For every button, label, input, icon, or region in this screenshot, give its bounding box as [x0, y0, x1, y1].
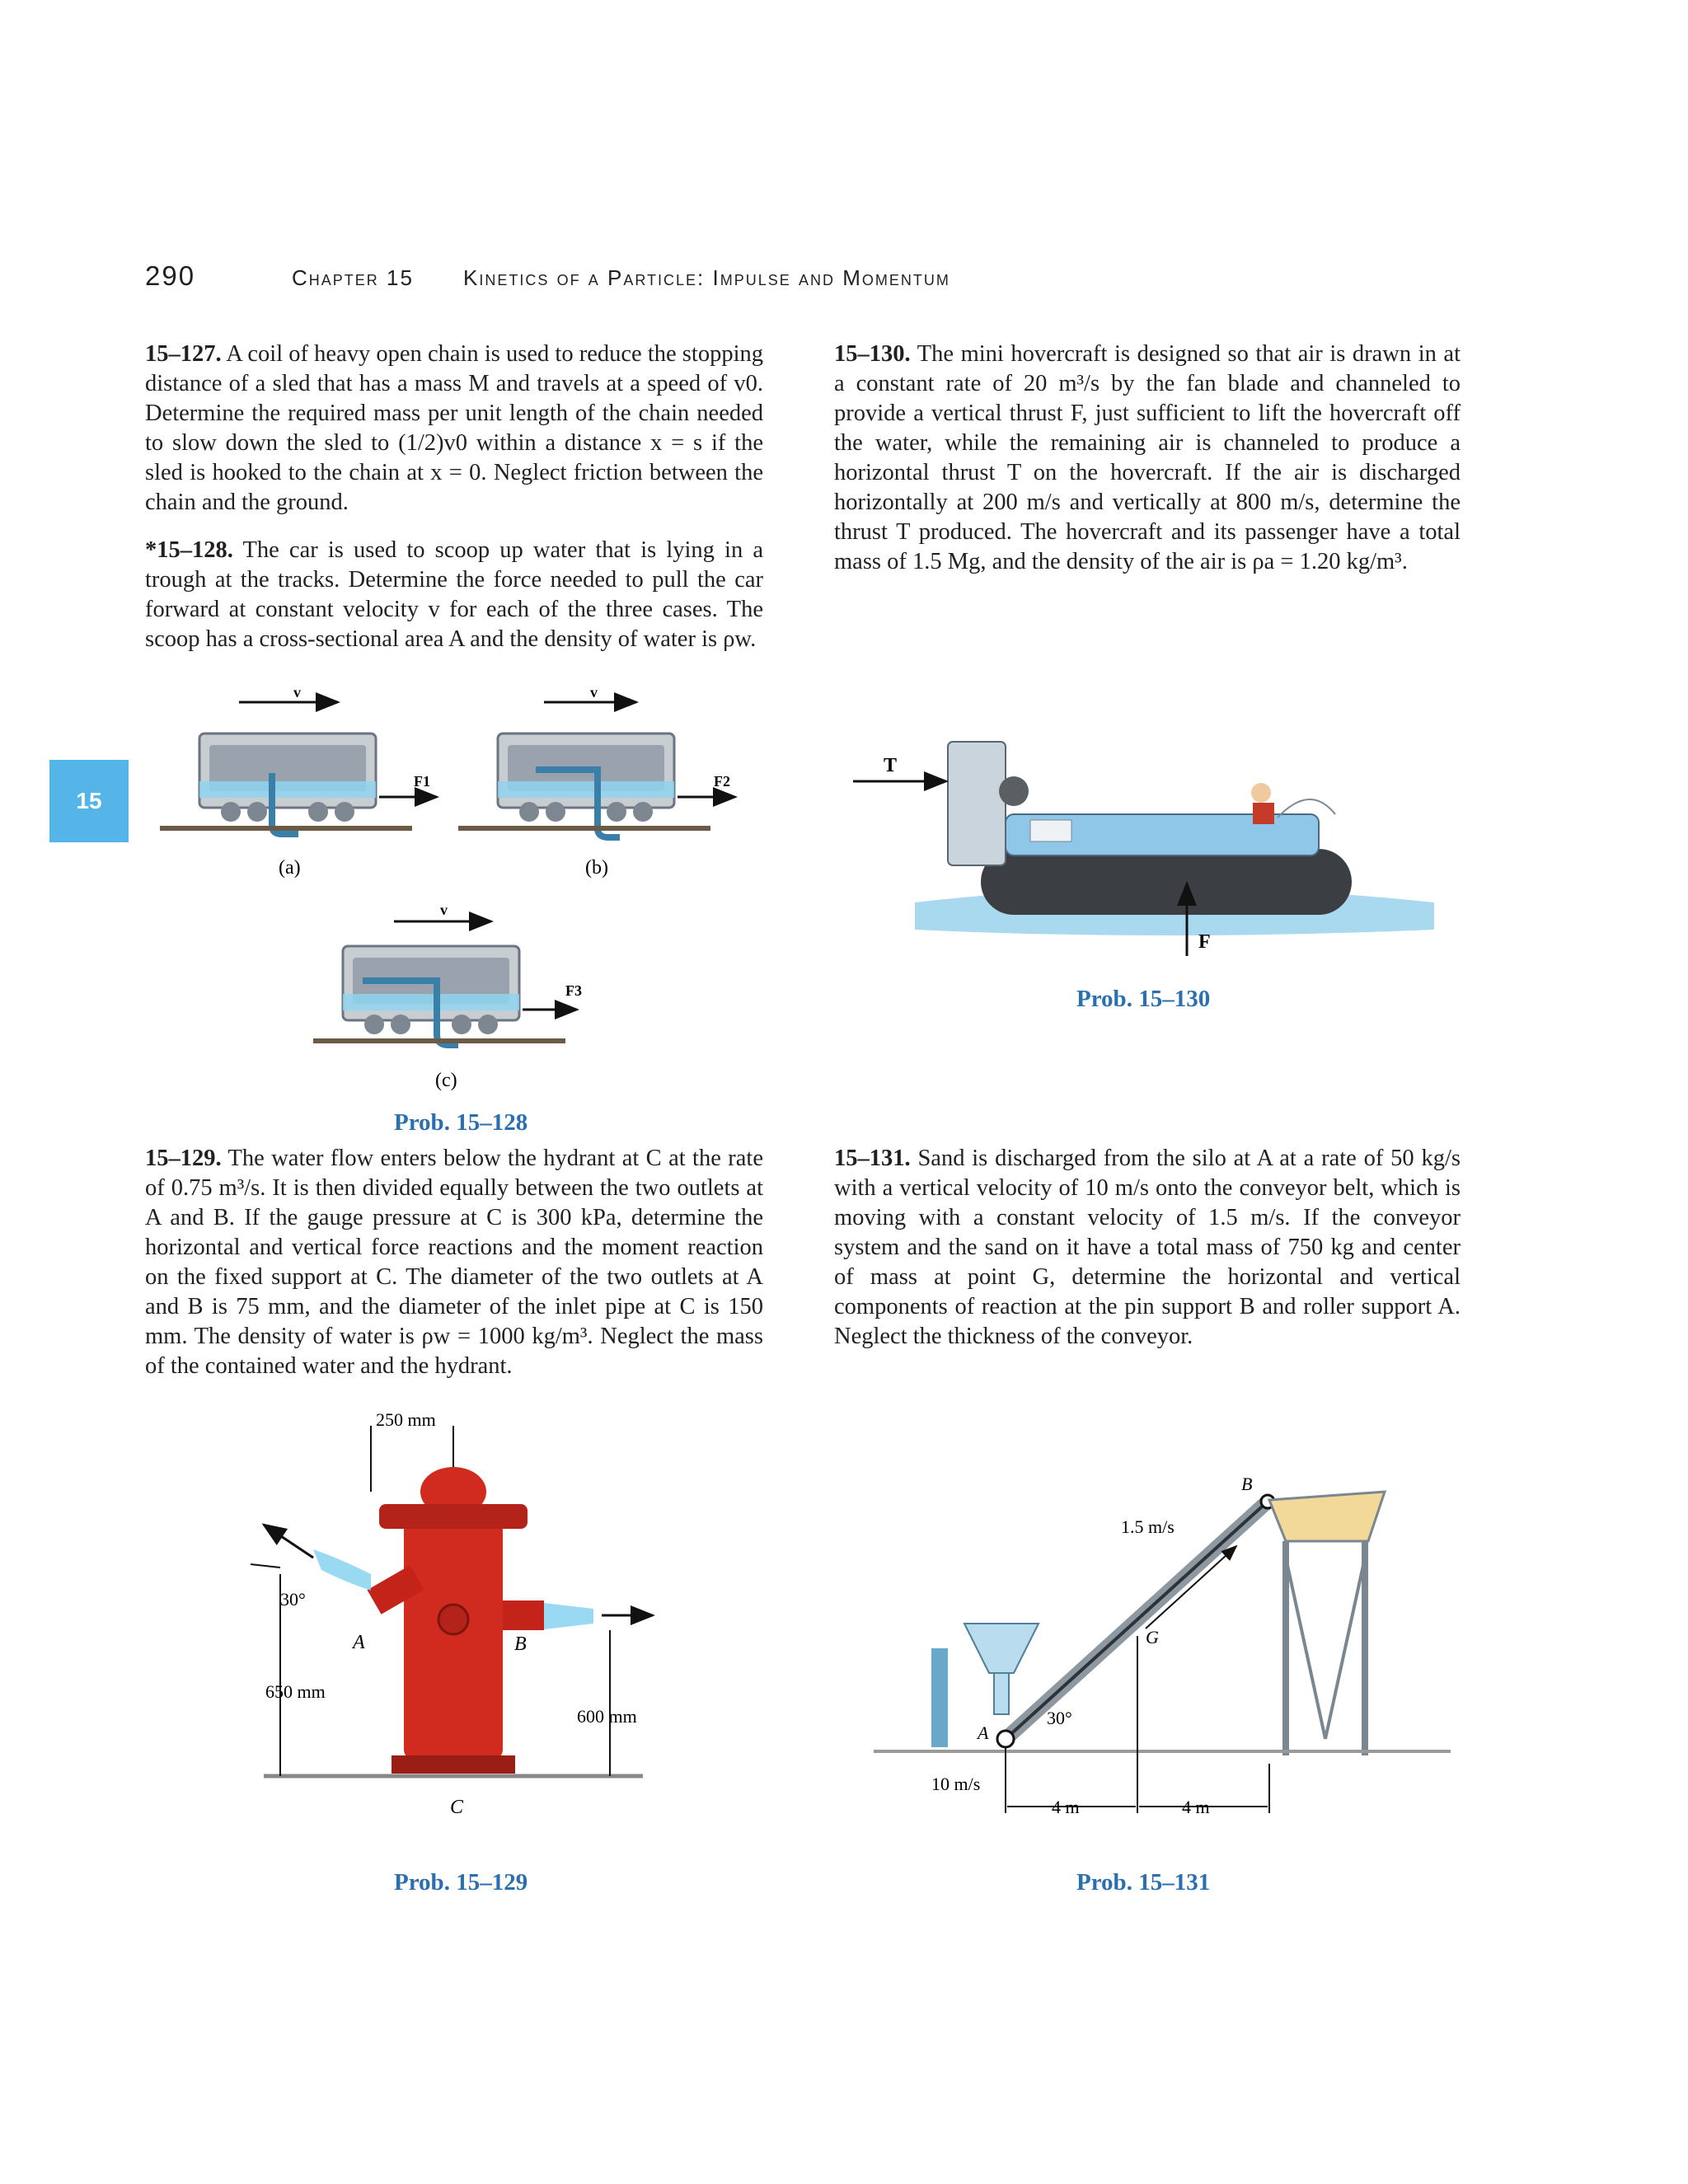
- problem-text: A coil of heavy open chain is used to reduce the stopping distance of a sled that has a mass M and travels at a speed of v0. Determine the required mass per unit length of the chain needed to slow down the sled to (1/2)v0 within a distance x = s if the sled is hooked to the chain at x = 0. Neglect friction between the chain and the ground.: [145, 341, 763, 515]
- force-label-f1: F1: [414, 773, 430, 790]
- problem-number: 15–127.: [145, 341, 222, 367]
- caption-prob-15-131: Prob. 15–131: [1076, 1869, 1211, 1896]
- figure-15-128-b: [453, 684, 783, 898]
- problem-15-127: [145, 340, 763, 518]
- velocity-label: v: [590, 684, 598, 701]
- problem-15-129: [145, 1144, 763, 1381]
- angle-30: 30°: [280, 1589, 306, 1610]
- caption-prob-15-129: Prob. 15–129: [394, 1869, 528, 1896]
- point-b: B: [1241, 1474, 1253, 1494]
- caption-prob-15-130: Prob. 15–130: [1076, 986, 1211, 1012]
- angle-30: 30°: [1047, 1708, 1072, 1728]
- problem-15-130: [834, 340, 1461, 577]
- scoop-car-b: [458, 684, 735, 879]
- thrust-label: T: [884, 755, 898, 776]
- page-number: 290: [145, 260, 196, 291]
- figure-15-129-hydrant: [247, 1401, 676, 1830]
- problem-number: *15–128.: [145, 537, 233, 563]
- point-a: A: [353, 1632, 365, 1653]
- chapter-label: Chapter 15: [292, 265, 414, 290]
- subfig-label-c: (c): [435, 1070, 457, 1091]
- problem-15-128: [145, 536, 763, 654]
- problem-number: 15–130.: [834, 341, 911, 367]
- problem-number: 15–129.: [145, 1146, 222, 1171]
- problem-text: Sand is discharged from the silo at A at a rate of 50 kg/s with a vertical velocity of 10 m/s onto the conveyor belt, which is moving with a constant velocity of 1.5 m/s. If the conveyor system and the sand on it have a total mass of 750 kg and center of mass at point G, determine the horizontal and vertical components of reaction at the pin support B and roller support A. Neglect the thickness of the conveyor.: [834, 1146, 1461, 1349]
- dimension-4m-right: 4 m: [1182, 1797, 1210, 1817]
- problem-text: The mini hovercraft is designed so that air is drawn in at a constant rate of 20 m³/s by the fan blade and channeled to provide a vertical thrust F, just sufficient to lift the hovercraft off the water, while the remaining air is channeled to produce a horizontal thrust T on the hovercraft. If the air is discharged horizontally at 200 m/s and vertically at 800 m/s, determine the thrust T produced. The hovercraft and its passenger have a total mass of 1.5 Mg, and the density of the air is ρa = 1.20 kg/m³.: [834, 341, 1461, 574]
- belt-speed: 1.5 m/s: [1121, 1516, 1175, 1537]
- figure-15-128-c: [297, 890, 626, 1104]
- problem-text: The water flow enters below the hydrant at C at the rate of 0.75 m³/s. It is then divided equally between the two outlets at A and B. If the gauge pressure at C is 300 kPa, determine the horizontal and vertical force reactions and the moment reaction on the fixed support at C. The diameter of the two outlets at A and B is 75 mm, and the diameter of the inlet pipe at C is 150 mm. The density of water is ρw = 1000 kg/m³. Neglect the mass of the contained water and the hydrant.: [145, 1146, 763, 1379]
- velocity-label: v: [293, 684, 301, 701]
- problem-text: The car is used to scoop up water that is lying in a trough at the tracks. Determine the force needed to pull the car forward at constant velocity v for each of the three cases. The scoop has a cross-sectional area A and the density of water is ρw.: [145, 537, 763, 652]
- running-header: [145, 260, 1546, 293]
- sand-speed: 10 m/s: [931, 1774, 981, 1794]
- point-a: A: [978, 1722, 989, 1743]
- caption-prob-15-128: Prob. 15–128: [394, 1109, 528, 1136]
- chapter-title: Kinetics of a Particle: Impulse and Momentum: [463, 265, 950, 290]
- subfig-label-b: (b): [585, 857, 608, 879]
- subfig-label-a: (a): [279, 857, 301, 879]
- force-label-f2: F2: [714, 773, 730, 790]
- dimension-250mm: 250 mm: [376, 1409, 436, 1430]
- figure-15-130-hovercraft: [849, 725, 1475, 972]
- problem-number: 15–131.: [834, 1146, 911, 1171]
- problem-15-131: [834, 1144, 1461, 1352]
- point-c: C: [450, 1797, 464, 1818]
- chapter-side-tab: 15: [49, 760, 129, 842]
- force-label-f3: F3: [565, 982, 582, 999]
- figure-15-131-conveyor: [874, 1467, 1467, 1854]
- point-g: G: [1146, 1627, 1159, 1647]
- dimension-4m-left: 4 m: [1052, 1797, 1080, 1817]
- velocity-label: v: [440, 902, 448, 918]
- dimension-650mm: 650 mm: [265, 1681, 326, 1702]
- lift-force-label: F: [1198, 931, 1211, 953]
- scoop-car-c: [313, 902, 582, 1091]
- dimension-600mm: 600 mm: [577, 1706, 637, 1727]
- scoop-car-a: [160, 684, 437, 879]
- point-b: B: [514, 1633, 527, 1655]
